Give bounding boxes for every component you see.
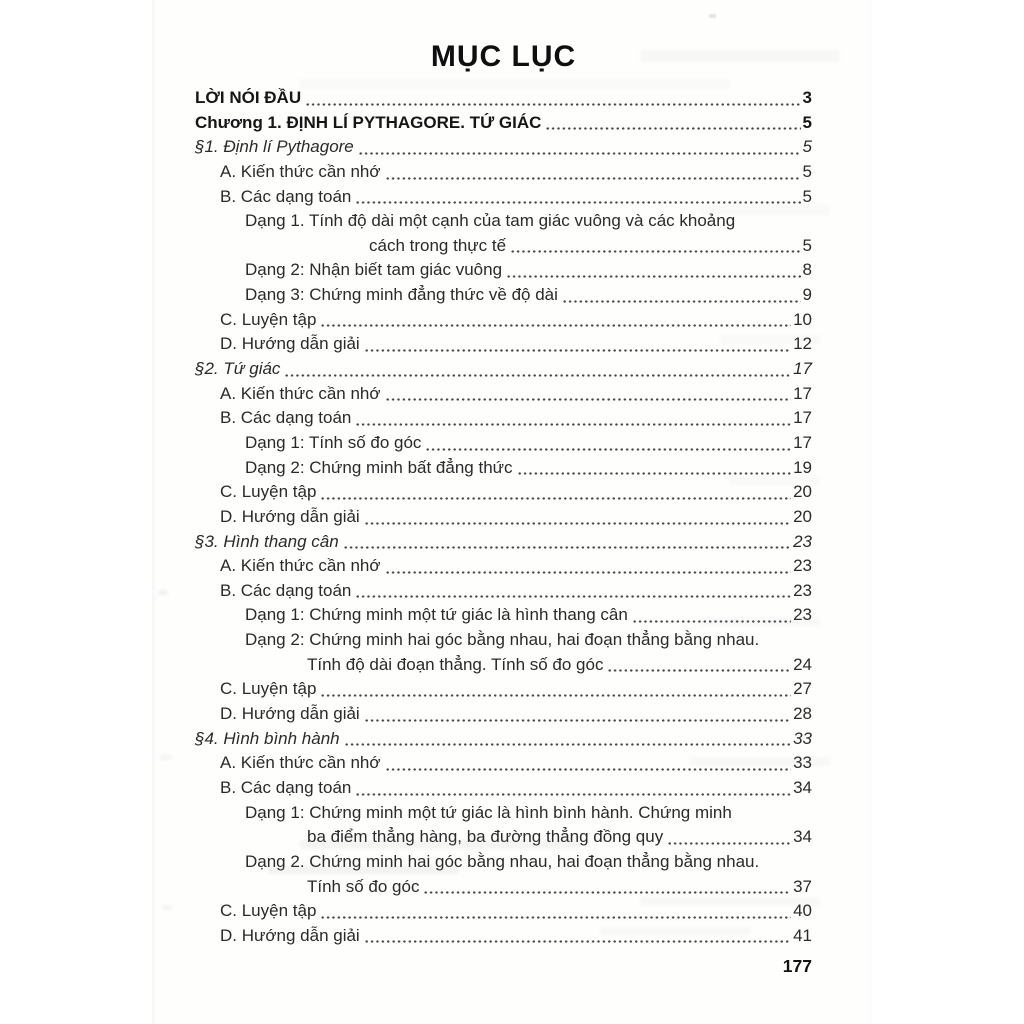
toc-entry [195,456,812,481]
toc-entry-label: A. Kiến thức cần nhớ [220,556,381,576]
toc-entry-label: Dạng 2: Chứng minh bất đẳng thức [245,457,513,477]
toc-entry-label: B. Các dạng toán [220,580,352,600]
toc-entry-label: ba điểm thẳng hàng, ba đường thẳng đồng quy [307,827,664,847]
dot-leader [385,382,792,407]
toc-entry-page: 24 [793,654,812,674]
toc-entry [195,480,812,505]
toc-entry-label: §2. Tứ giác [195,359,281,379]
toc-entry-page: 34 [793,777,812,797]
toc-entry-page: 17 [793,383,812,403]
toc-entry-page: 10 [793,309,812,329]
scan-artifact [640,50,840,62]
dot-leader [355,579,791,604]
toc-entry [195,234,812,259]
toc-entry-label: D. Hướng dẫn giải [220,506,360,526]
toc-entry [195,258,812,283]
toc-entry-page: 17 [793,432,812,452]
dot-leader [320,480,791,505]
toc-entry-page: 33 [793,728,812,748]
toc-entry-page: 20 [793,506,812,526]
toc-entry-page: 23 [793,605,812,625]
toc-entry-page: 5 [802,137,812,157]
toc-entry-page: 17 [793,408,812,428]
dot-leader [385,160,801,185]
toc-entry [195,357,812,382]
toc-entry [195,111,812,136]
toc-entry-label: cách trong thực tế [369,235,507,255]
toc-entry-page: 33 [793,753,812,773]
toc-entry-label: A. Kiến thức cần nhớ [220,161,381,181]
toc-entry-page: 5 [802,186,812,206]
toc-entry-page: 41 [793,925,812,945]
toc-entry [195,628,812,653]
scan-artifact [160,755,172,760]
dot-leader [506,258,800,283]
scan-artifact [690,757,830,766]
toc-entry-page: 23 [793,556,812,576]
toc-entry-label: B. Các dạng toán [220,186,352,206]
toc-entry-page: 28 [793,704,812,724]
dot-leader [344,727,791,752]
toc-entry [195,875,812,900]
toc-entry [195,677,812,702]
toc-entry-label: D. Hướng dẫn giải [220,334,360,354]
dot-leader [385,554,792,579]
toc-entry [195,283,812,308]
toc-entry-page: 8 [802,260,812,280]
toc-list [195,86,812,948]
toc-entry-page: 5 [802,112,812,132]
toc-entry [195,702,812,727]
toc-entry-page: 20 [793,482,812,502]
toc-entry [195,653,812,678]
toc-entry [195,505,812,530]
toc-entry-label: §3. Hình thang cân [195,531,339,551]
dot-leader [284,357,791,382]
toc-entry-page: 5 [802,161,812,181]
toc-entry-label: B. Các dạng toán [220,408,352,428]
toc-entry-page: 3 [802,88,812,107]
dot-leader [667,825,791,850]
toc-entry-label: Dạng 2. Chứng minh hai góc bằng nhau, hai đoạn thẳng bằng nhau. [245,851,760,871]
scan-artifact [268,866,458,874]
scan-artifact [730,476,820,485]
toc-entry [195,579,812,604]
toc-entry [195,135,812,160]
toc-entry-page: 5 [802,235,812,255]
toc-entry [195,530,812,555]
page-title: MỤC LỤC [430,40,577,73]
toc-entry-label: Dạng 1. Tính độ dài một cạnh của tam giác vuông và các khoảng [245,211,736,231]
toc-entry-page: 17 [793,359,812,379]
toc-entry-label: Dạng 1: Chứng minh một tứ giác là hình bình hành. Chứng minh [245,802,732,822]
toc-entry [195,776,812,801]
toc-entry [195,431,812,456]
toc-entry [195,554,812,579]
toc-entry-page: 40 [793,901,812,921]
scan-artifact [300,79,730,89]
dot-leader [305,86,800,111]
dot-leader [320,308,791,333]
scan-artifact [162,905,172,910]
scan-artifact [700,617,820,626]
toc-entry-label: A. Kiến thức cần nhớ [220,383,381,403]
toc-entry [195,801,812,826]
dot-leader [423,875,791,900]
scan-artifact [720,335,820,344]
toc-entry-label: §4. Hình bình hành [195,728,340,748]
dot-leader [343,530,791,555]
toc-entry-label: C. Luyện tập [220,482,317,502]
dot-leader [364,505,791,530]
scan-artifact [700,205,830,215]
toc-entry-label: C. Luyện tập [220,679,317,699]
dot-leader [562,283,801,308]
toc-entry-page: 19 [793,457,812,477]
toc-entry [195,727,812,752]
toc-entry-label: Dạng 2: Nhận biết tam giác vuông [245,260,503,280]
scan-artifact [158,590,168,595]
toc-entry-label: C. Luyện tập [220,901,317,921]
toc-entry-label: Dạng 3: Chứng minh đẳng thức về độ dài [245,285,558,305]
toc-entry-label: LỜI NÓI ĐẦU [195,88,302,107]
toc-entry-label: A. Kiến thức cần nhớ [220,753,381,773]
scan-artifact [600,927,750,935]
toc-entry-label: Tính độ dài đoạn thẳng. Tính số đo góc [307,654,604,674]
toc-entry-label: B. Các dạng toán [220,777,352,797]
toc-entry-page: 23 [793,531,812,551]
dot-leader [355,776,791,801]
toc-entry-page: 27 [793,679,812,699]
folio-page-number: 177 [782,956,812,976]
toc-entry-label: Dạng 2: Chứng minh hai góc bằng nhau, hai đoạn thẳng bằng nhau. [245,630,760,650]
toc-entry-label: Tính số đo góc [307,876,420,896]
dot-leader [425,431,791,456]
scan-artifact [709,14,716,18]
toc-entry [195,406,812,431]
toc-entry [195,308,812,333]
toc-entry-page: 34 [793,827,812,847]
dot-leader [510,234,800,259]
toc-entry [195,86,812,111]
toc-entry-label: Dạng 1: Tính số đo góc [245,432,422,452]
toc-entry [195,160,812,185]
toc-entry-page: 23 [793,580,812,600]
toc-entry-page: 12 [793,334,812,354]
dot-leader [545,111,800,136]
dot-leader [320,677,791,702]
dot-leader [355,406,791,431]
dot-leader [364,702,791,727]
toc-entry-label: D. Hướng dẫn giải [220,704,360,724]
toc-entry-page: 37 [793,876,812,896]
toc-entry [195,382,812,407]
toc-entry-label: C. Luyện tập [220,309,317,329]
dot-leader [358,135,801,160]
toc-entry-label: D. Hướng dẫn giải [220,925,360,945]
scan-artifact [300,840,580,849]
toc-entry-label: Chương 1. ĐỊNH LÍ PYTHAGORE. TỨ GIÁC [195,112,542,132]
toc-entry-page: 9 [802,285,812,305]
toc-entry-label: §1. Định lí Pythagore [195,137,354,157]
toc-entry-label: Dạng 1: Chứng minh một tứ giác là hình thang cân [245,605,628,625]
dot-leader [607,653,791,678]
scan-artifact [640,897,820,906]
